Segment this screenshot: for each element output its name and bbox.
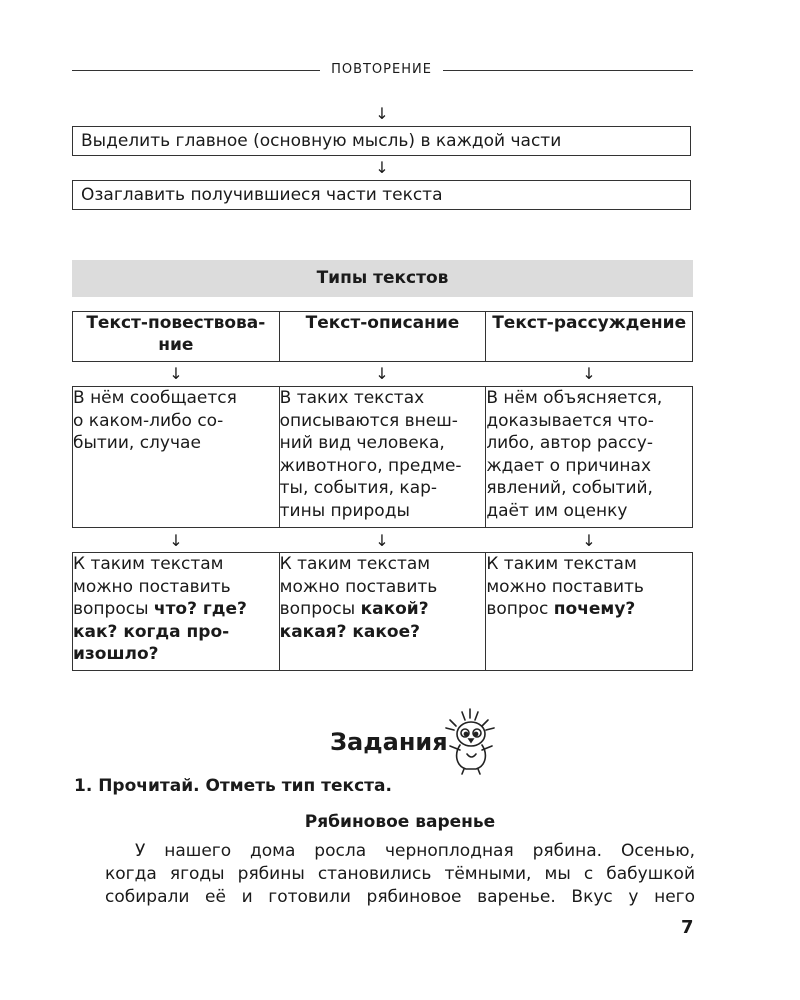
question-text: можно поставить <box>279 576 438 597</box>
type-question-line <box>73 643 279 666</box>
type-description-line: В нём объясняется, <box>486 388 663 408</box>
type-description-line: ждает о причинах <box>486 455 652 476</box>
type-description-line: либо, автор рассу- <box>486 433 653 453</box>
type-question-line <box>73 598 279 621</box>
type-questions-narrative <box>73 553 280 671</box>
type-questions-description <box>279 553 486 671</box>
type-heading-line: Текст-описание <box>305 313 460 333</box>
question-words: какая? какое? <box>279 621 420 642</box>
type-question-line <box>486 553 692 576</box>
type-questions-reasoning <box>486 553 693 671</box>
page-number: 7 <box>681 917 694 938</box>
question-words: изошло? <box>73 644 159 664</box>
type-question-line <box>280 553 486 576</box>
type-description-narrative <box>73 387 280 528</box>
header-rule-left <box>72 70 320 71</box>
down-arrow-icon: ↓ <box>582 531 596 550</box>
type-description-line: даёт им оценку <box>486 500 628 521</box>
question-text: вопросы <box>73 599 154 619</box>
section-header-title: ПОВТОРЕНИЕ <box>331 62 432 77</box>
down-arrow-icon: ↓ <box>375 104 389 123</box>
question-words: как? когда про- <box>73 621 230 642</box>
type-description-line: В нём сообщается <box>73 388 237 408</box>
type-heading-description <box>279 312 486 362</box>
type-question-line <box>73 553 279 576</box>
tasks-heading: Задания <box>330 728 448 756</box>
story-title: Рябиновое варенье <box>304 812 496 832</box>
type-heading-line: Текст-повествова- <box>86 313 266 333</box>
down-arrow-icon: ↓ <box>169 531 183 550</box>
step-box-main-idea: Выделить главное (основную мысль) в каждой части <box>72 126 691 156</box>
type-question-line <box>280 576 486 599</box>
question-text: К таким текстам <box>279 554 431 574</box>
story-text <box>105 840 695 909</box>
type-heading-reasoning <box>486 312 693 362</box>
down-arrow-icon: ↓ <box>582 364 596 383</box>
story-line: когда ягоды рябины становились тёмными, мы с бабушкой <box>105 864 695 884</box>
story-line: собирали её и готовили рябиновое варенье. Вкус у него <box>105 887 695 907</box>
question-text: К таким текстам <box>73 554 224 574</box>
question-text: можно поставить <box>73 576 231 597</box>
question-text: К таким текстам <box>486 554 637 574</box>
type-description-line: бытии, случае <box>73 433 201 453</box>
type-question-line <box>73 621 279 644</box>
question-text: вопросы <box>279 599 361 619</box>
type-description-reasoning <box>486 387 693 528</box>
question-words: почему? <box>553 599 636 619</box>
question-words: что? где? <box>153 599 247 619</box>
down-arrow-icon: ↓ <box>375 531 389 550</box>
story-line: У нашего дома росла черноплодная рябина. Осенью, <box>135 841 695 861</box>
text-types-title: Типы текстов <box>72 260 693 297</box>
task-1-instruction: 1. Прочитай. Отметь тип текста. <box>74 776 392 796</box>
text-types-header-row <box>72 311 693 362</box>
question-words: какой? <box>360 599 429 619</box>
down-arrow-icon: ↓ <box>375 158 389 177</box>
type-question-line <box>486 598 692 621</box>
type-description-line: о каком-либо со- <box>73 410 224 431</box>
owl-mascot-icon <box>440 706 502 776</box>
type-description-line: описываются внеш- <box>279 410 458 431</box>
text-types-description-row <box>72 386 693 528</box>
type-description-line: тины природы <box>279 500 410 521</box>
type-description-line: доказывается что- <box>486 410 654 431</box>
header-rule-right <box>443 70 693 71</box>
type-description-line: ний вид человека, <box>279 433 445 453</box>
type-question-line <box>280 621 486 644</box>
type-description-line: В таких текстах <box>279 388 425 408</box>
question-text: вопрос <box>486 599 554 619</box>
question-text: можно поставить <box>486 576 644 597</box>
type-question-line <box>280 598 486 621</box>
down-arrow-icon: ↓ <box>169 364 183 383</box>
down-arrow-icon: ↓ <box>375 364 389 383</box>
type-question-line <box>486 576 692 599</box>
type-question-line <box>73 576 279 599</box>
type-heading-line: ние <box>158 335 194 355</box>
section-header <box>72 60 693 80</box>
type-description-line: ты, события, кар- <box>279 478 438 498</box>
step-box-title-parts: Озаглавить получившиеся части текста <box>72 180 691 210</box>
type-heading-line: Текст-рассуждение <box>492 313 687 333</box>
text-types-questions-row <box>72 552 693 671</box>
type-description-line: явлений, событий, <box>486 478 653 498</box>
type-description-description <box>279 387 486 528</box>
type-heading-narrative <box>73 312 280 362</box>
type-description-line: животного, предме- <box>279 455 462 476</box>
